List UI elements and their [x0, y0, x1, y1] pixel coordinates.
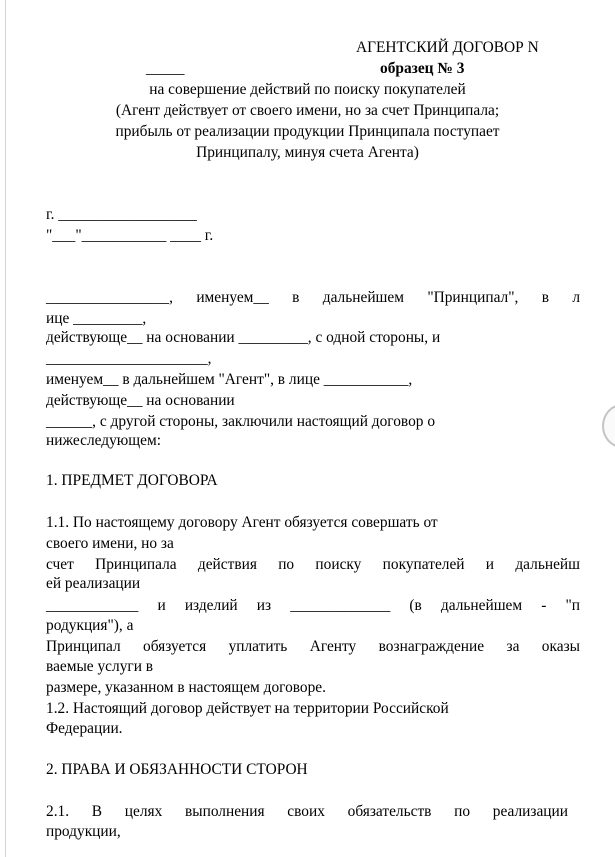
section-1-heading: 1. ПРЕДМЕТ ДОГОВОРА [46, 472, 218, 489]
section-1-line: 1.2. Настоящий договор действует на территории Российской [46, 700, 449, 717]
contract-number-blank: _____ [146, 60, 185, 77]
section-2-heading: 2. ПРАВА И ОБЯЗАННОСТИ СТОРОН [46, 761, 308, 778]
section-1-line: 1.1. По настоящему договору Агент обязуется совершать от [46, 514, 438, 531]
section-1-line: ей реализации [46, 575, 141, 592]
subtitle-note-line-1: (Агент действует от своего имени, но за счет Принципала; [115, 102, 500, 119]
section-1-line: счет Принципала действия по поиску покупателей и дальнейш [46, 556, 580, 573]
parties-line: действующе__ на основании [46, 392, 235, 409]
section-1-line: родукция"), а [46, 617, 134, 634]
sample-label: образец № 3 [380, 60, 465, 77]
date-field: "___"___________ ____ г. [46, 227, 214, 244]
section-1-line: ____________ и изделий из _____________ (в дальнейшем - "п [46, 597, 580, 614]
page-scroll-button[interactable] [602, 404, 615, 448]
section-2-line: продукции, [46, 823, 121, 840]
document-subtitle: на совершение действий по поиску покупателей [149, 81, 466, 98]
city-field: г. __________________ [46, 206, 197, 223]
section-2-line: 2.1. В целях выполнения своих обязательств по реализации [46, 803, 568, 820]
section-1-line: своего имени, но за [46, 535, 174, 552]
parties-line: ______, с другой стороны, заключили настоящий договор о [46, 413, 436, 430]
subtitle-note-line-3: Принципалу, минуя счета Агента) [196, 144, 419, 161]
section-1-line: Федерации. [46, 720, 123, 737]
section-1-line: ваемые услуги в [46, 658, 154, 675]
document-title: АГЕНТСКИЙ ДОГОВОР N [356, 39, 539, 56]
subtitle-note-line-2: прибыль от реализации продукции Принципала поступает [115, 123, 500, 140]
parties-line: именуем__ в дальнейшем "Агент", в лице ___________, [46, 371, 413, 388]
section-1-line: размере, указанном в настоящем договоре. [46, 679, 326, 696]
section-1-line: Принципал обязуется уплатить Агенту вознаграждение за оказы [46, 638, 580, 655]
parties-line: _____________________, [46, 350, 212, 367]
parties-line: ице _________, [46, 310, 147, 327]
parties-line: ________________, именуем__ в дальнейшем "Принципал", в л [46, 289, 580, 306]
parties-line: действующе__ на основании _________, с одной стороны, и [46, 329, 441, 346]
parties-line: нижеследующем: [46, 432, 161, 449]
